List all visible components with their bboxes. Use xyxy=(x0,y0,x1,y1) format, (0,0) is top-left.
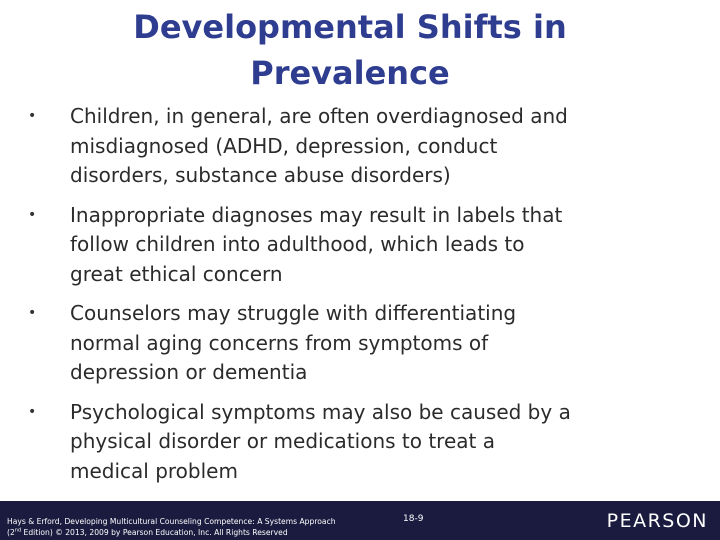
bullet-3-line-3: depression or dementia xyxy=(70,360,308,384)
bullet-dot-icon: • xyxy=(28,305,37,321)
bullet-dot-icon: • xyxy=(28,108,37,124)
citation-line-2-start: (2 xyxy=(7,528,15,537)
bullet-1-line-1: Children, in general, are often overdiagnosed and xyxy=(70,104,568,128)
bullet-dot-icon: • xyxy=(28,403,37,420)
citation-line-2-rest: Edition) © 2013, 2009 by Pearson Education, Inc. All Rights Reserved xyxy=(21,528,288,537)
slide-title xyxy=(0,4,700,96)
bullet-4-line-2: physical disorder or medications to treat a xyxy=(70,429,495,453)
pearson-logo: PEARSON xyxy=(606,510,708,532)
citation-line-1: Hays & Erford, Developing Multicultural Counseling Competence: A Systems Approach xyxy=(7,517,336,526)
slide-title-line-2: Prevalence xyxy=(250,54,450,92)
footer-citation xyxy=(7,516,397,538)
citation-ordinal-suffix: nd xyxy=(14,527,22,534)
bullet-1-line-3: disorders, substance abuse disorders) xyxy=(70,163,451,187)
page-number: 18-9 xyxy=(403,514,424,524)
footer-bar xyxy=(0,501,720,540)
bullet-3-line-1: Counselors may struggle with differentiating xyxy=(70,301,517,325)
bullet-2-line-2: follow children into adulthood, which leads to xyxy=(70,232,525,256)
bullet-item-1 xyxy=(24,102,704,191)
slide-title-line-1: Developmental Shifts in xyxy=(133,8,567,46)
bullet-3-line-2: normal aging concerns from symptoms of xyxy=(70,330,489,355)
bullet-item-4 xyxy=(24,398,704,487)
bullet-2-line-3: great ethical concern xyxy=(70,261,283,286)
bullet-1-line-2: misdiagnosed (ADHD, depression, conduct xyxy=(70,133,498,158)
bullet-dot-icon: • xyxy=(28,206,37,223)
bullet-4-line-3: medical problem xyxy=(70,458,238,483)
bullet-list xyxy=(24,102,704,496)
citation-line-2 xyxy=(7,527,397,538)
bullet-item-2 xyxy=(24,201,704,290)
bullet-item-3 xyxy=(24,299,704,388)
bullet-4-line-1: Psychological symptoms may also be caused by a xyxy=(70,399,571,424)
bullet-2-line-1: Inappropriate diagnoses may result in labels that xyxy=(70,202,563,227)
